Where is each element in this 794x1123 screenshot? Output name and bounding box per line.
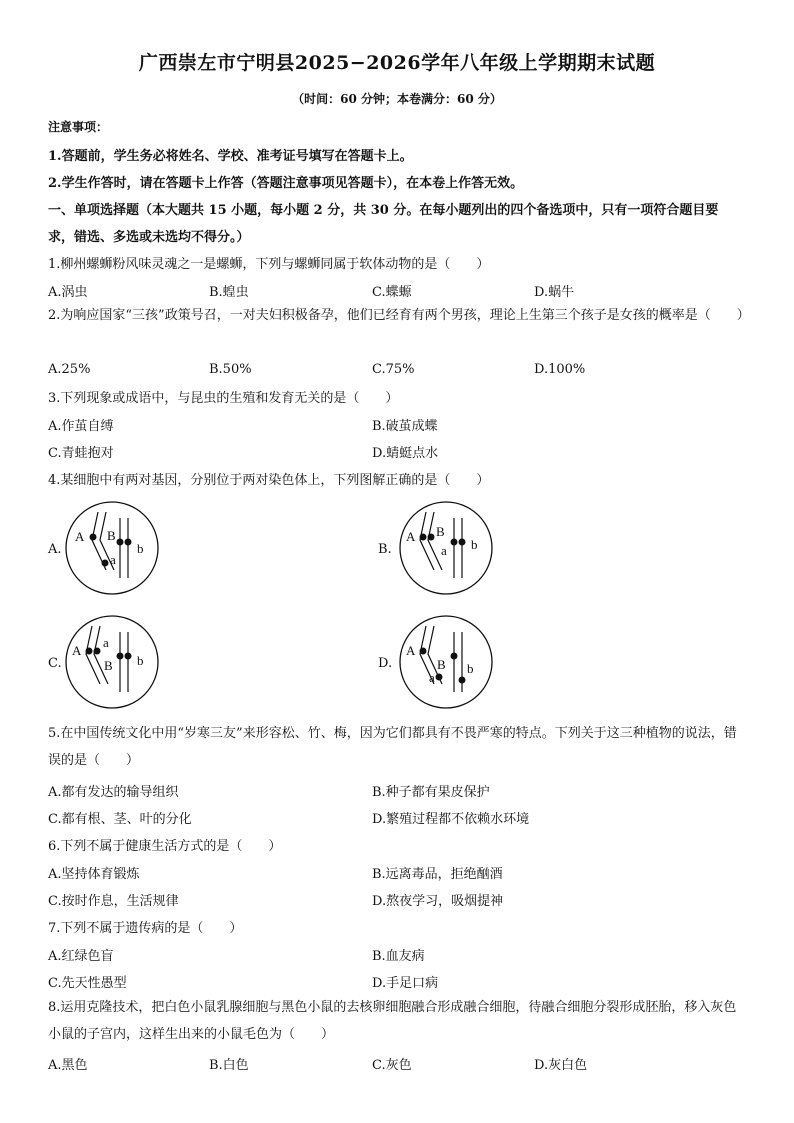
q1-option-c[interactable]: C.蝶螈 xyxy=(372,285,412,300)
question-6-stem: 6.下列不属于健康生活方式的是（ ） xyxy=(48,839,282,854)
q3-option-a[interactable]: A.作茧自缚 xyxy=(48,419,114,434)
gene-label: b xyxy=(137,653,144,668)
gene-label: A xyxy=(406,643,416,658)
q2-option-a[interactable]: A.25% xyxy=(48,362,91,377)
q5-option-c[interactable]: C.都有根、茎、叶的分化 xyxy=(48,812,192,827)
q7-option-b[interactable]: B.血友病 xyxy=(372,949,425,964)
q5-option-b[interactable]: B.种子都有果皮保护 xyxy=(372,785,490,800)
cell-diagram-a-icon xyxy=(62,500,162,596)
q4-diagram-c xyxy=(62,614,162,714)
q2-option-d[interactable]: D.100% xyxy=(534,362,586,377)
notes-heading: 注意事项： xyxy=(48,120,109,134)
q5-option-a[interactable]: A.都有发达的输导组织 xyxy=(48,785,179,800)
gene-label: B xyxy=(437,657,446,672)
cell-diagram-d-icon xyxy=(396,614,496,710)
section-heading: 一、单项选择题（本大题共 15 小题，每小题 2 分，共 30 分。在每小题列出的四个备选项中，只有一项符合题目要 xyxy=(48,203,719,218)
gene-label: a xyxy=(110,552,116,567)
q2-option-b[interactable]: B.50% xyxy=(209,362,252,377)
q7-option-c[interactable]: C.先天性愚型 xyxy=(48,976,127,991)
q4-diagram-d xyxy=(396,614,496,714)
gene-label: B xyxy=(104,658,113,673)
q6-option-b[interactable]: B.远离毒品，拒绝酗酒 xyxy=(372,867,503,882)
q6-option-d[interactable]: D.熬夜学习，吸烟提神 xyxy=(372,894,504,909)
gene-label: a xyxy=(429,670,435,685)
question-2-stem: 2.为响应国家“三孩”政策号召，一对夫妇积极备孕，他们已经育有两个男孩，理论上生第三个孩子是女孩的概率是（ ） xyxy=(48,308,750,323)
q6-option-a[interactable]: A.坚持体育锻炼 xyxy=(48,867,140,882)
page-title: 广西崇左市宁明县2025−2026学年八年级上学期期末试题 xyxy=(138,52,656,74)
q4-diagram-a xyxy=(62,500,162,600)
gene-label: A xyxy=(406,529,416,544)
section-heading-cont: 求，错选、多选或未选均不得分。） xyxy=(48,230,250,245)
q3-option-d[interactable]: D.蜻蜓点水 xyxy=(372,446,439,461)
q5-option-d[interactable]: D.繁殖过程都不依赖水环境 xyxy=(372,812,530,827)
q2-option-c[interactable]: C.75% xyxy=(372,362,415,377)
q7-option-a[interactable]: A.红绿色盲 xyxy=(48,949,114,964)
gene-label: A xyxy=(75,529,85,544)
question-8-stem: 8.运用克隆技术，把白色小鼠乳腺细胞与黑色小鼠的去核卵细胞融合形成融合细胞，待融合细胞分裂形成胚胎，移入灰色小鼠的子宫内，这样生出来的小鼠毛色为（ ） xyxy=(48,1000,737,1042)
q4-option-b[interactable]: B. xyxy=(378,542,392,557)
gene-label: B xyxy=(107,528,116,543)
q4-diagram-b xyxy=(396,500,496,600)
question-3-stem: 3.下列现象或成语中，与昆虫的生殖和发育无关的是（ ） xyxy=(48,391,399,406)
gene-label: A xyxy=(72,643,82,658)
exam-info: （时间：60 分钟；本卷满分：60 分） xyxy=(292,92,502,106)
q4-option-a[interactable]: A. xyxy=(48,542,62,557)
gene-label: b xyxy=(137,541,144,556)
question-5-stem: 5.在中国传统文化中用“岁寒三友”来形容松、竹、梅，因为它们都具有不畏严寒的特点。下列关于这三种植物的说法，错误的是（ ） xyxy=(48,726,737,768)
q8-option-d[interactable]: D.灰白色 xyxy=(534,1058,588,1073)
cell-diagram-b-icon xyxy=(396,500,496,596)
question-4-stem: 4.某细胞中有两对基因，分别位于两对染色体上，下列图解正确的是（ ） xyxy=(48,473,490,488)
q4-option-c[interactable]: C. xyxy=(48,656,62,671)
gene-label: a xyxy=(103,635,109,650)
q3-option-c[interactable]: C.青蛙抱对 xyxy=(48,446,114,461)
q4-option-d[interactable]: D. xyxy=(378,656,393,671)
q8-option-b[interactable]: B.白色 xyxy=(209,1058,249,1073)
q1-option-a[interactable]: A.涡虫 xyxy=(48,285,88,300)
question-7-stem: 7.下列不属于遗传病的是（ ） xyxy=(48,921,243,936)
q1-option-b[interactable]: B.蝗虫 xyxy=(209,285,249,300)
gene-label: B xyxy=(436,524,445,539)
gene-label: b xyxy=(471,537,478,552)
q6-option-c[interactable]: C.按时作息，生活规律 xyxy=(48,894,179,909)
gene-label: a xyxy=(441,543,447,558)
note-item-2: 2.学生作答时，请在答题卡上作答（答题注意事项见答题卡），在本卷上作答无效。 xyxy=(48,176,524,191)
q7-option-d[interactable]: D.手足口病 xyxy=(372,976,439,991)
cell-diagram-c-icon xyxy=(62,614,162,710)
q3-option-b[interactable]: B.破茧成蝶 xyxy=(372,419,438,434)
gene-label: b xyxy=(467,661,474,676)
question-1-stem: 1.柳州螺蛳粉风味灵魂之一是螺蛳，下列与螺蛳同属于软体动物的是（ ） xyxy=(48,257,490,272)
q8-option-a[interactable]: A.黑色 xyxy=(48,1058,88,1073)
note-item-1: 1.答题前，学生务必将姓名、学校、准考证号填写在答题卡上。 xyxy=(48,149,413,164)
q1-option-d[interactable]: D.蜗牛 xyxy=(534,285,575,300)
q8-option-c[interactable]: C.灰色 xyxy=(372,1058,412,1073)
